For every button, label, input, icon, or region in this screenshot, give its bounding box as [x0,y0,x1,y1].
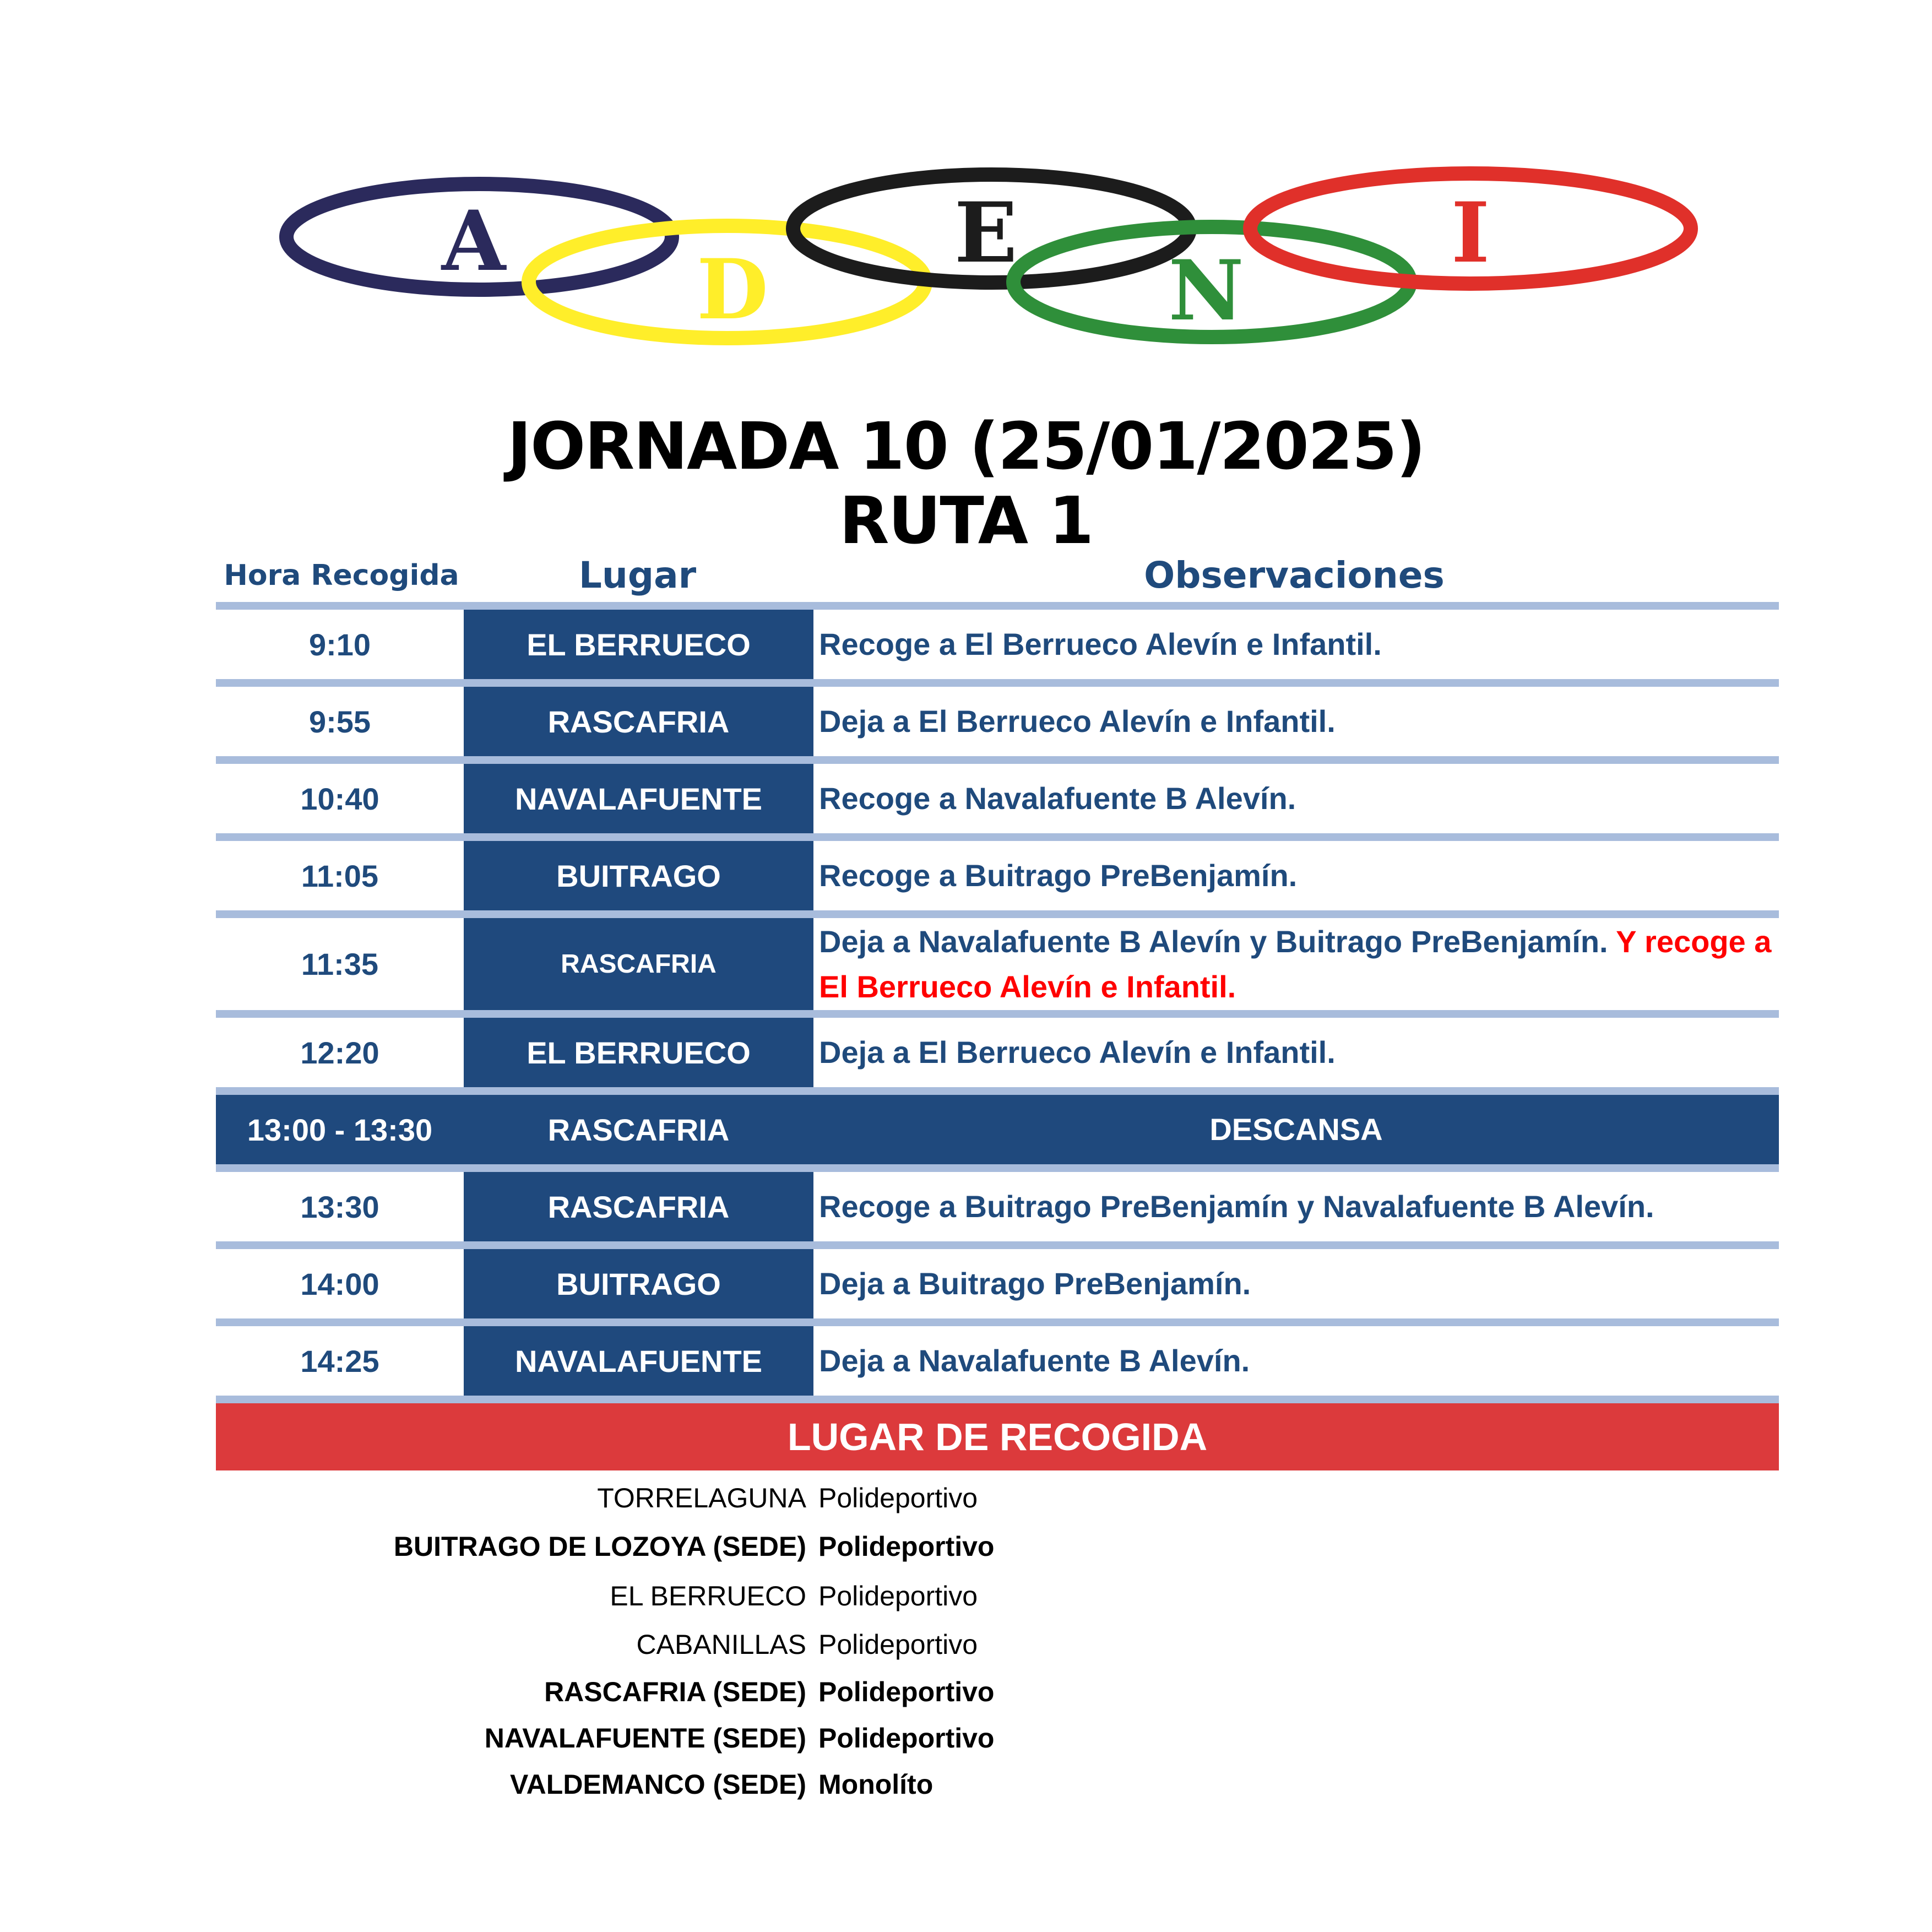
pickup-place: Polideportivo [818,1676,995,1707]
header-hora: Hora Recogida [224,559,459,592]
logo-letter-i: I [1451,184,1490,281]
row-place: BUITRAGO [464,1249,813,1318]
table-row [216,1172,1779,1241]
row-observation: Recoge a Buitrago PreBenjamín. [819,858,1298,893]
table-row [216,687,1779,756]
pickup-item [0,1761,1932,1808]
row-observation: Deja a El Berrueco Alevín e Infantil. [819,1035,1336,1070]
pickup-town: EL BERRUECO [610,1581,806,1611]
row-time: 13:30 [300,1189,379,1224]
row-observation-text: Deja a Navalafuente B Alevín y Buitrago PreBenjamín. [819,924,1616,959]
row-time: 14:00 [300,1266,379,1301]
header-lugar: Lugar [578,554,697,596]
table-row [216,1249,1779,1318]
table-row [216,610,1779,679]
row-observation-highlight: Y recoge a El Berrueco Alevín e Infantil. [819,924,1772,1004]
row-observation [819,918,1779,1010]
logo-letter-d: D [696,241,769,338]
row-observation: Recoge a Buitrago PreBenjamín y Navalafuente B Alevín. [819,1189,1654,1224]
pickup-town: RASCAFRIA (SEDE) [544,1676,806,1707]
row-separator [216,910,1779,918]
row-time: 12:20 [300,1035,379,1070]
row-observation: Deja a El Berrueco Alevín e Infantil. [819,704,1336,739]
row-separator [216,1241,1779,1249]
pickup-town: CABANILLAS [636,1629,806,1660]
row-time: 10:40 [300,781,379,816]
row-time: 9:10 [308,627,371,662]
row-separator [216,833,1779,841]
page-subtitle: RUTA 1 [839,482,1093,558]
row-separator [216,1087,1779,1095]
row-place: EL BERRUECO [464,1018,813,1087]
adeni-logo [275,160,1707,358]
pickup-item [0,1475,1932,1521]
row-separator [216,679,1779,687]
pickup-town: VALDEMANCO (SEDE) [510,1769,806,1800]
row-time: 11:05 [301,858,379,893]
row-time: 14:25 [300,1343,379,1379]
pickup-town: NAVALAFUENTE (SEDE) [484,1723,806,1754]
page-title: JORNADA 10 (25/01/2025) [507,408,1425,484]
pickup-item [0,1621,1932,1668]
table-row-break [216,1095,1779,1164]
row-time: 9:55 [308,704,371,739]
table-row [216,1326,1779,1396]
row-observation: Recoge a El Berrueco Alevín e Infantil. [819,627,1382,661]
row-place: RASCAFRIA [464,1172,813,1241]
row-separator [216,756,1779,764]
pickup-place: Polideportivo [818,1531,995,1562]
header-observaciones: Observaciones [1144,554,1445,596]
pickup-item [0,1573,1932,1619]
logo-letter-a: A [441,193,506,290]
row-observation: Deja a Buitrago PreBenjamín. [819,1266,1251,1301]
row-time: 13:00 - 13:30 [247,1112,433,1147]
pickup-place: Polideportivo [818,1483,978,1513]
pickup-place: Polideportivo [818,1723,995,1754]
pickup-item [0,1523,1932,1570]
row-place: RASCAFRIA [464,1095,813,1164]
pickup-place: Polideportivo [818,1581,978,1611]
row-separator [216,1396,1779,1403]
row-place: BUITRAGO [464,841,813,910]
row-observation: DESCANSA [1209,1112,1383,1147]
table-row [216,1018,1779,1087]
row-place: RASCAFRIA [464,918,813,1010]
logo-letter-n: N [1168,242,1244,339]
pickup-item [0,1715,1932,1761]
table-row [216,764,1779,833]
row-separator [216,602,1779,610]
table-row [216,841,1779,910]
row-place: NAVALAFUENTE [464,1326,813,1396]
row-place: NAVALAFUENTE [464,764,813,833]
row-separator [216,1010,1779,1018]
pickup-item [0,1669,1932,1715]
row-time: 11:35 [301,947,379,981]
table-row [216,918,1779,1010]
row-place: EL BERRUECO [464,610,813,679]
pickup-place: Polideportivo [818,1629,978,1660]
row-separator [216,1164,1779,1172]
pickup-place: Monolíto [818,1769,934,1800]
row-place: RASCAFRIA [464,687,813,756]
pickup-town: TORRELAGUNA [597,1483,806,1513]
row-separator [216,1318,1779,1326]
row-observation: Recoge a Navalafuente B Alevín. [819,781,1296,816]
pickup-town: BUITRAGO DE LOZOYA (SEDE) [393,1531,806,1562]
logo-letter-e: E [954,184,1018,281]
row-observation: Deja a Navalafuente B Alevín. [819,1343,1250,1378]
pickup-banner: LUGAR DE RECOGIDA [216,1403,1779,1470]
